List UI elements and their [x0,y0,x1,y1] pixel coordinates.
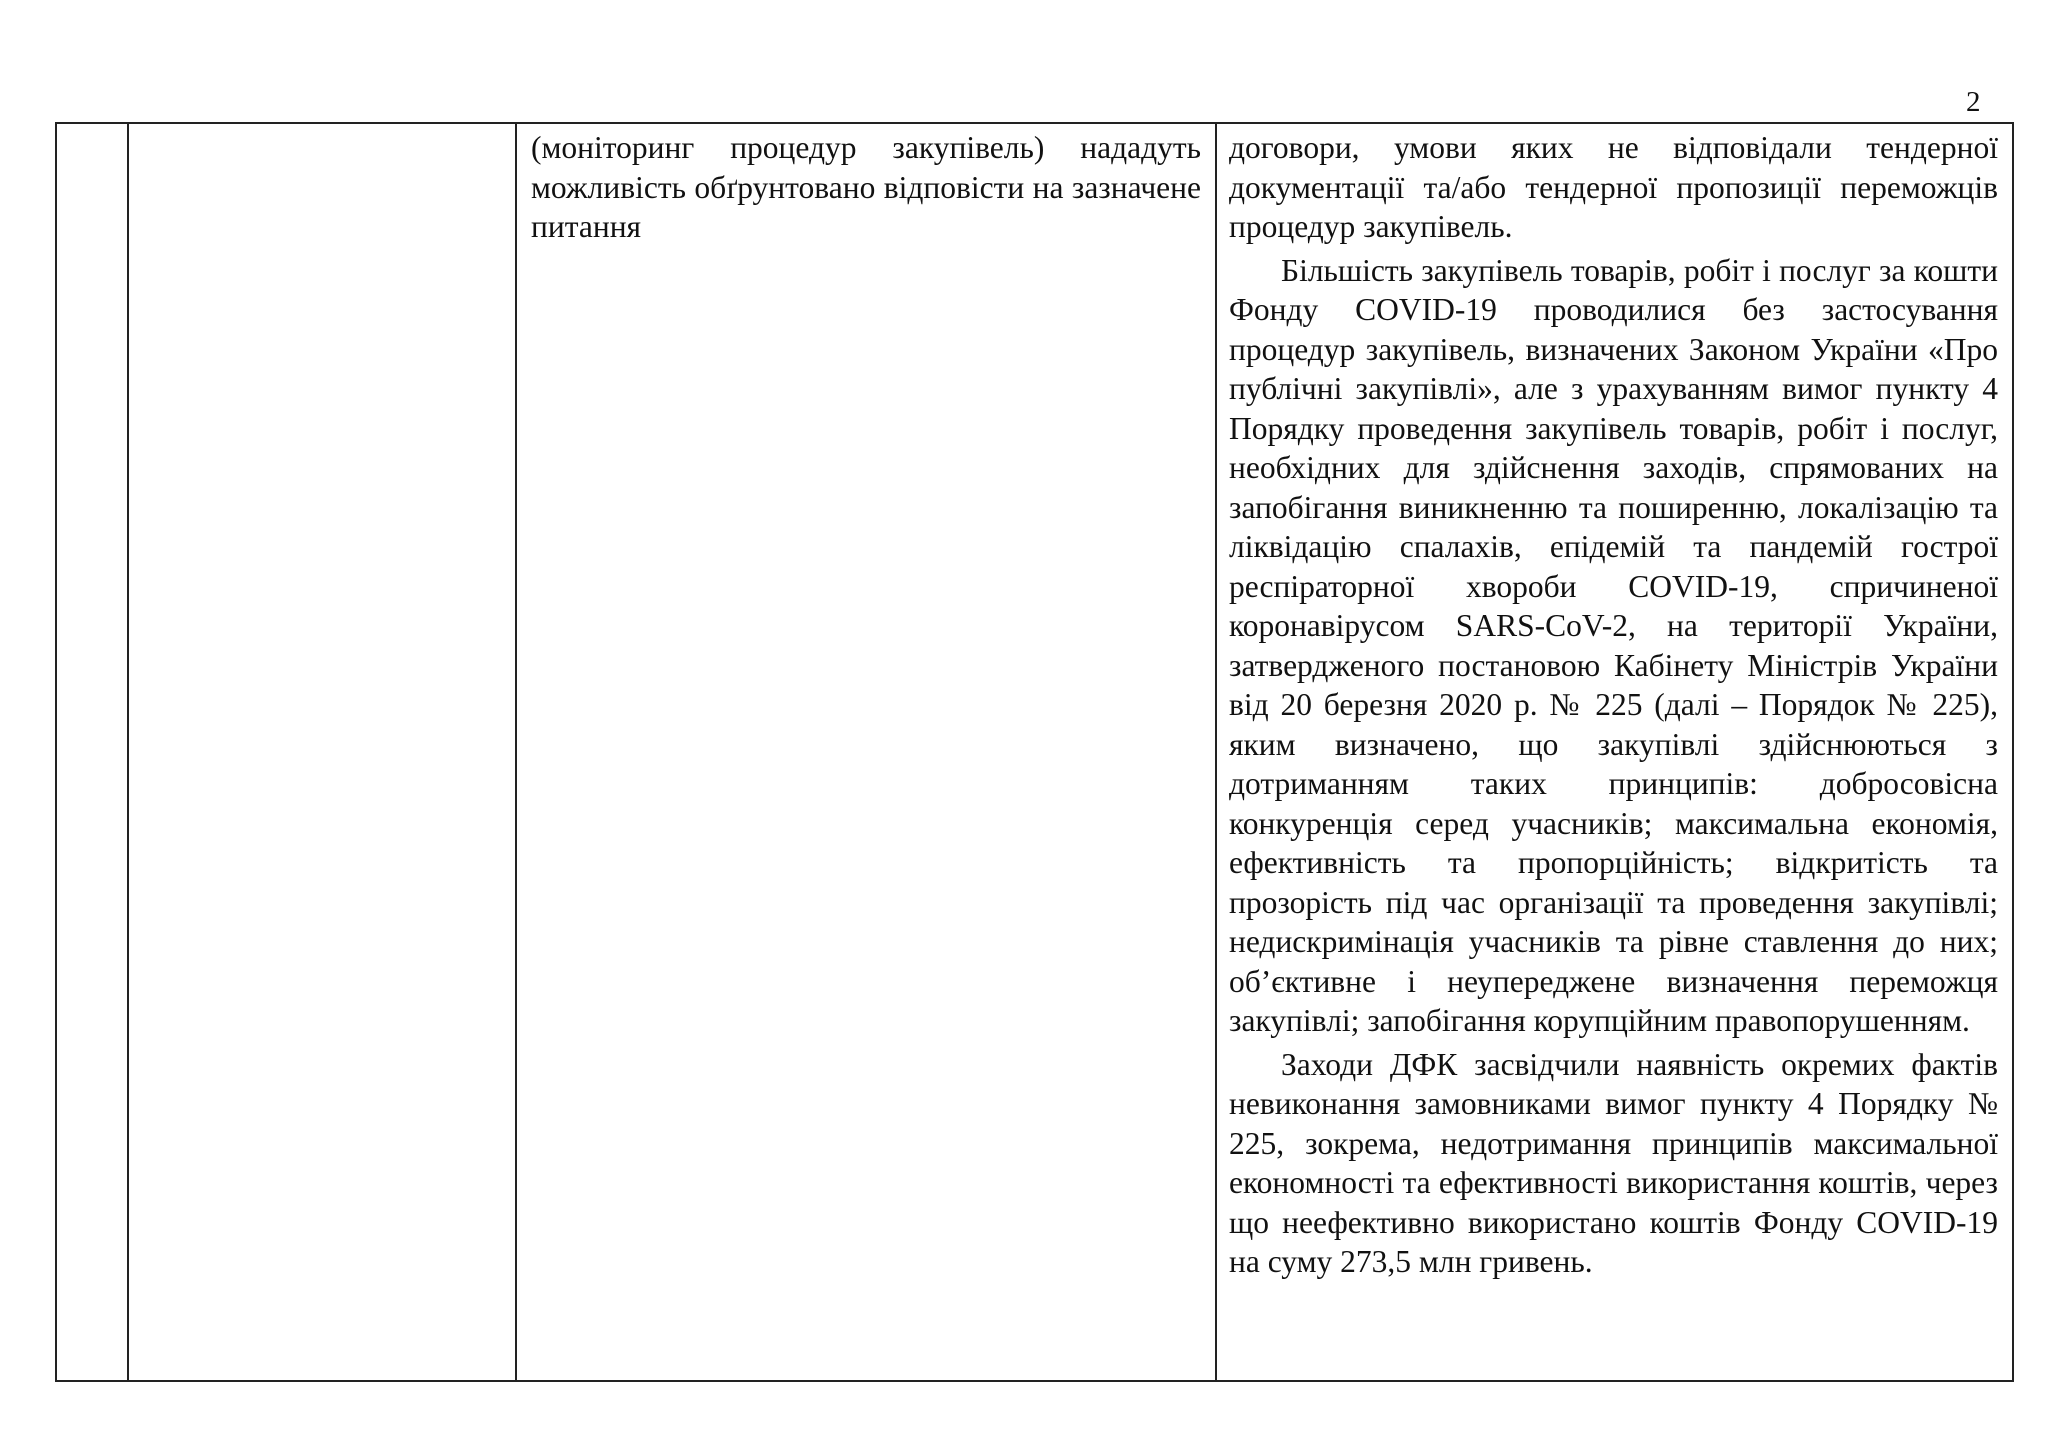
table-cell-proposal [516,123,1216,1381]
table-cell-number [56,123,128,1381]
findings-paragraph: договори, умови яких не відповідали тендерної документації та/або тендерної пропозиції переможців процедур закупівель. [1229,130,1998,244]
findings-paragraph: Більшість закупівель товарів, робіт і послуг за кошти Фонду COVID-19 проводилися без застосування процедур закупівель, визначених Законом України «Про публічні закупівлі», але з урахуванням вимог пункту 4 Порядку проведення закупівель товарів, робіт і послуг, необхідних для здійснення заходів, спрямованих на запобігання виникненню та поширенню, локалізацію та ліквідацію спалахів, епідемій та пандемій гострої респіраторної хвороби COVID-19, спричиненої коронавірусом SARS-CoV-2, на території України, затвердженого постановою Кабінету Міністрів України від 20 березня 2020 р. № 225 (далі – Порядок № 225), яким визначено, що закупівлі здійснюються з дотриманням таких принципів: добросовісна конкуренція серед учасників; максимальна економія, ефективність та пропорційність; відкритість та прозорість під час організації та проведення закупівлі; недискримінація учасників та рівне ставлення до них; об’єктивне і неупереджене визначення переможця закупівлі; запобігання корупційним правопорушенням. [1229,252,1998,1038]
table-cell-findings [1216,123,2013,1381]
table-row [56,123,2013,1381]
proposal-text: (моніторинг процедур закупівель) нададуть можливість обґрунтовано відповісти на зазначене питання [531,130,1201,244]
table-cell-item [128,123,516,1381]
page-number: 2 [1966,86,1981,118]
findings-paragraph: Заходи ДФК засвідчили наявність окремих фактів невиконання замовниками вимог пункту 4 Порядку № 225, зокрема, недотримання принципів максимальної економності та ефективності використання коштів, через що неефективно використано коштів Фонду COVID-19 на суму 273,5 млн гривень. [1229,1046,1998,1279]
document-table [55,122,2014,1382]
